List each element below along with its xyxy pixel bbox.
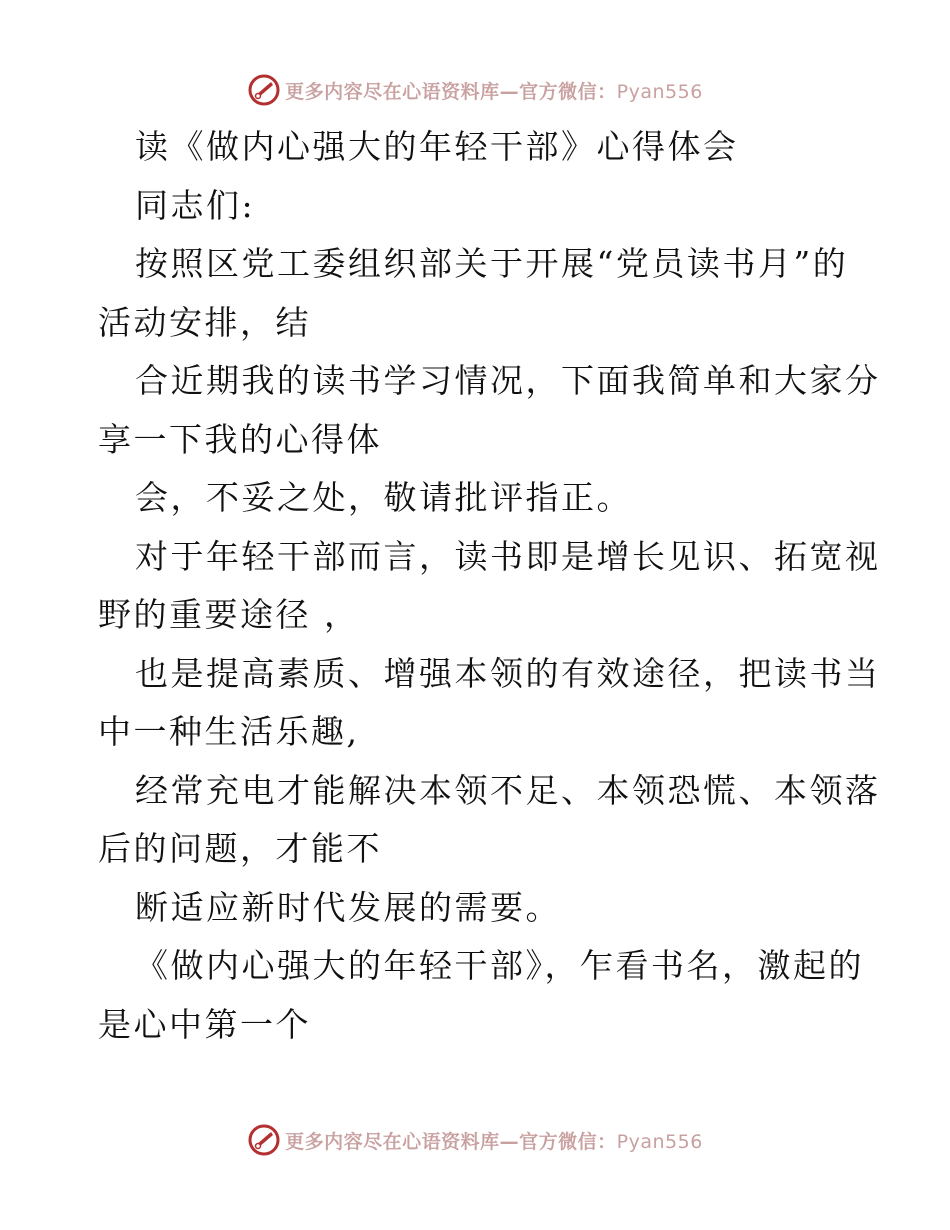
paragraph-line: 按照区党工委组织部关于开展“党员读书月”的: [135, 244, 849, 283]
header-banner: [0, 70, 950, 110]
salutation: 同志们:: [135, 185, 256, 225]
footer-wechat-id: Pyan556: [616, 1130, 703, 1153]
document-body: [98, 118, 881, 1054]
paragraph-line: 也是提高素质、增强本领的有效途径，把读书当: [135, 653, 881, 693]
logo-icon: [247, 73, 281, 107]
paragraph-line: 断适应新时代发展的需要。: [135, 887, 561, 927]
paragraph-line: 后的问题，才能不: [98, 829, 382, 868]
doc-title: 读《做内心强大的年轻干部》心得体会: [135, 127, 739, 166]
paragraph-line: 会，不妥之处，敬请批评指正。: [135, 478, 632, 517]
footer-banner-text: 更多内容尽在心语资料库—官方微信：Pyan556: [285, 1130, 703, 1153]
paragraph-line: 享一下我的心得体: [98, 419, 382, 459]
paragraph-line: 对于年轻干部而言，读书即是增长见识、拓宽视: [135, 536, 881, 576]
paragraph-line: 《做内心强大的年轻干部》，乍看书名，激起的: [135, 946, 864, 985]
paragraph-line: 经常充电才能解决本领不足、本领恐慌、本领落: [135, 770, 881, 810]
footer-banner: [0, 1120, 950, 1160]
logo-icon: [247, 1123, 281, 1157]
paragraph-line: 合近期我的读书学习情况，下面我简单和大家分: [135, 361, 881, 400]
header-wechat-id: Pyan556: [616, 80, 703, 103]
paragraph-line: 是心中第一个: [98, 1004, 311, 1044]
paragraph-line: 中一种生活乐趣,: [98, 712, 360, 751]
paragraph-line: 活动安排，结: [98, 302, 311, 342]
paragraph-line: 野的重要途径 ，: [98, 595, 360, 634]
header-banner-text: 更多内容尽在心语资料库—官方微信：Pyan556: [285, 80, 703, 103]
